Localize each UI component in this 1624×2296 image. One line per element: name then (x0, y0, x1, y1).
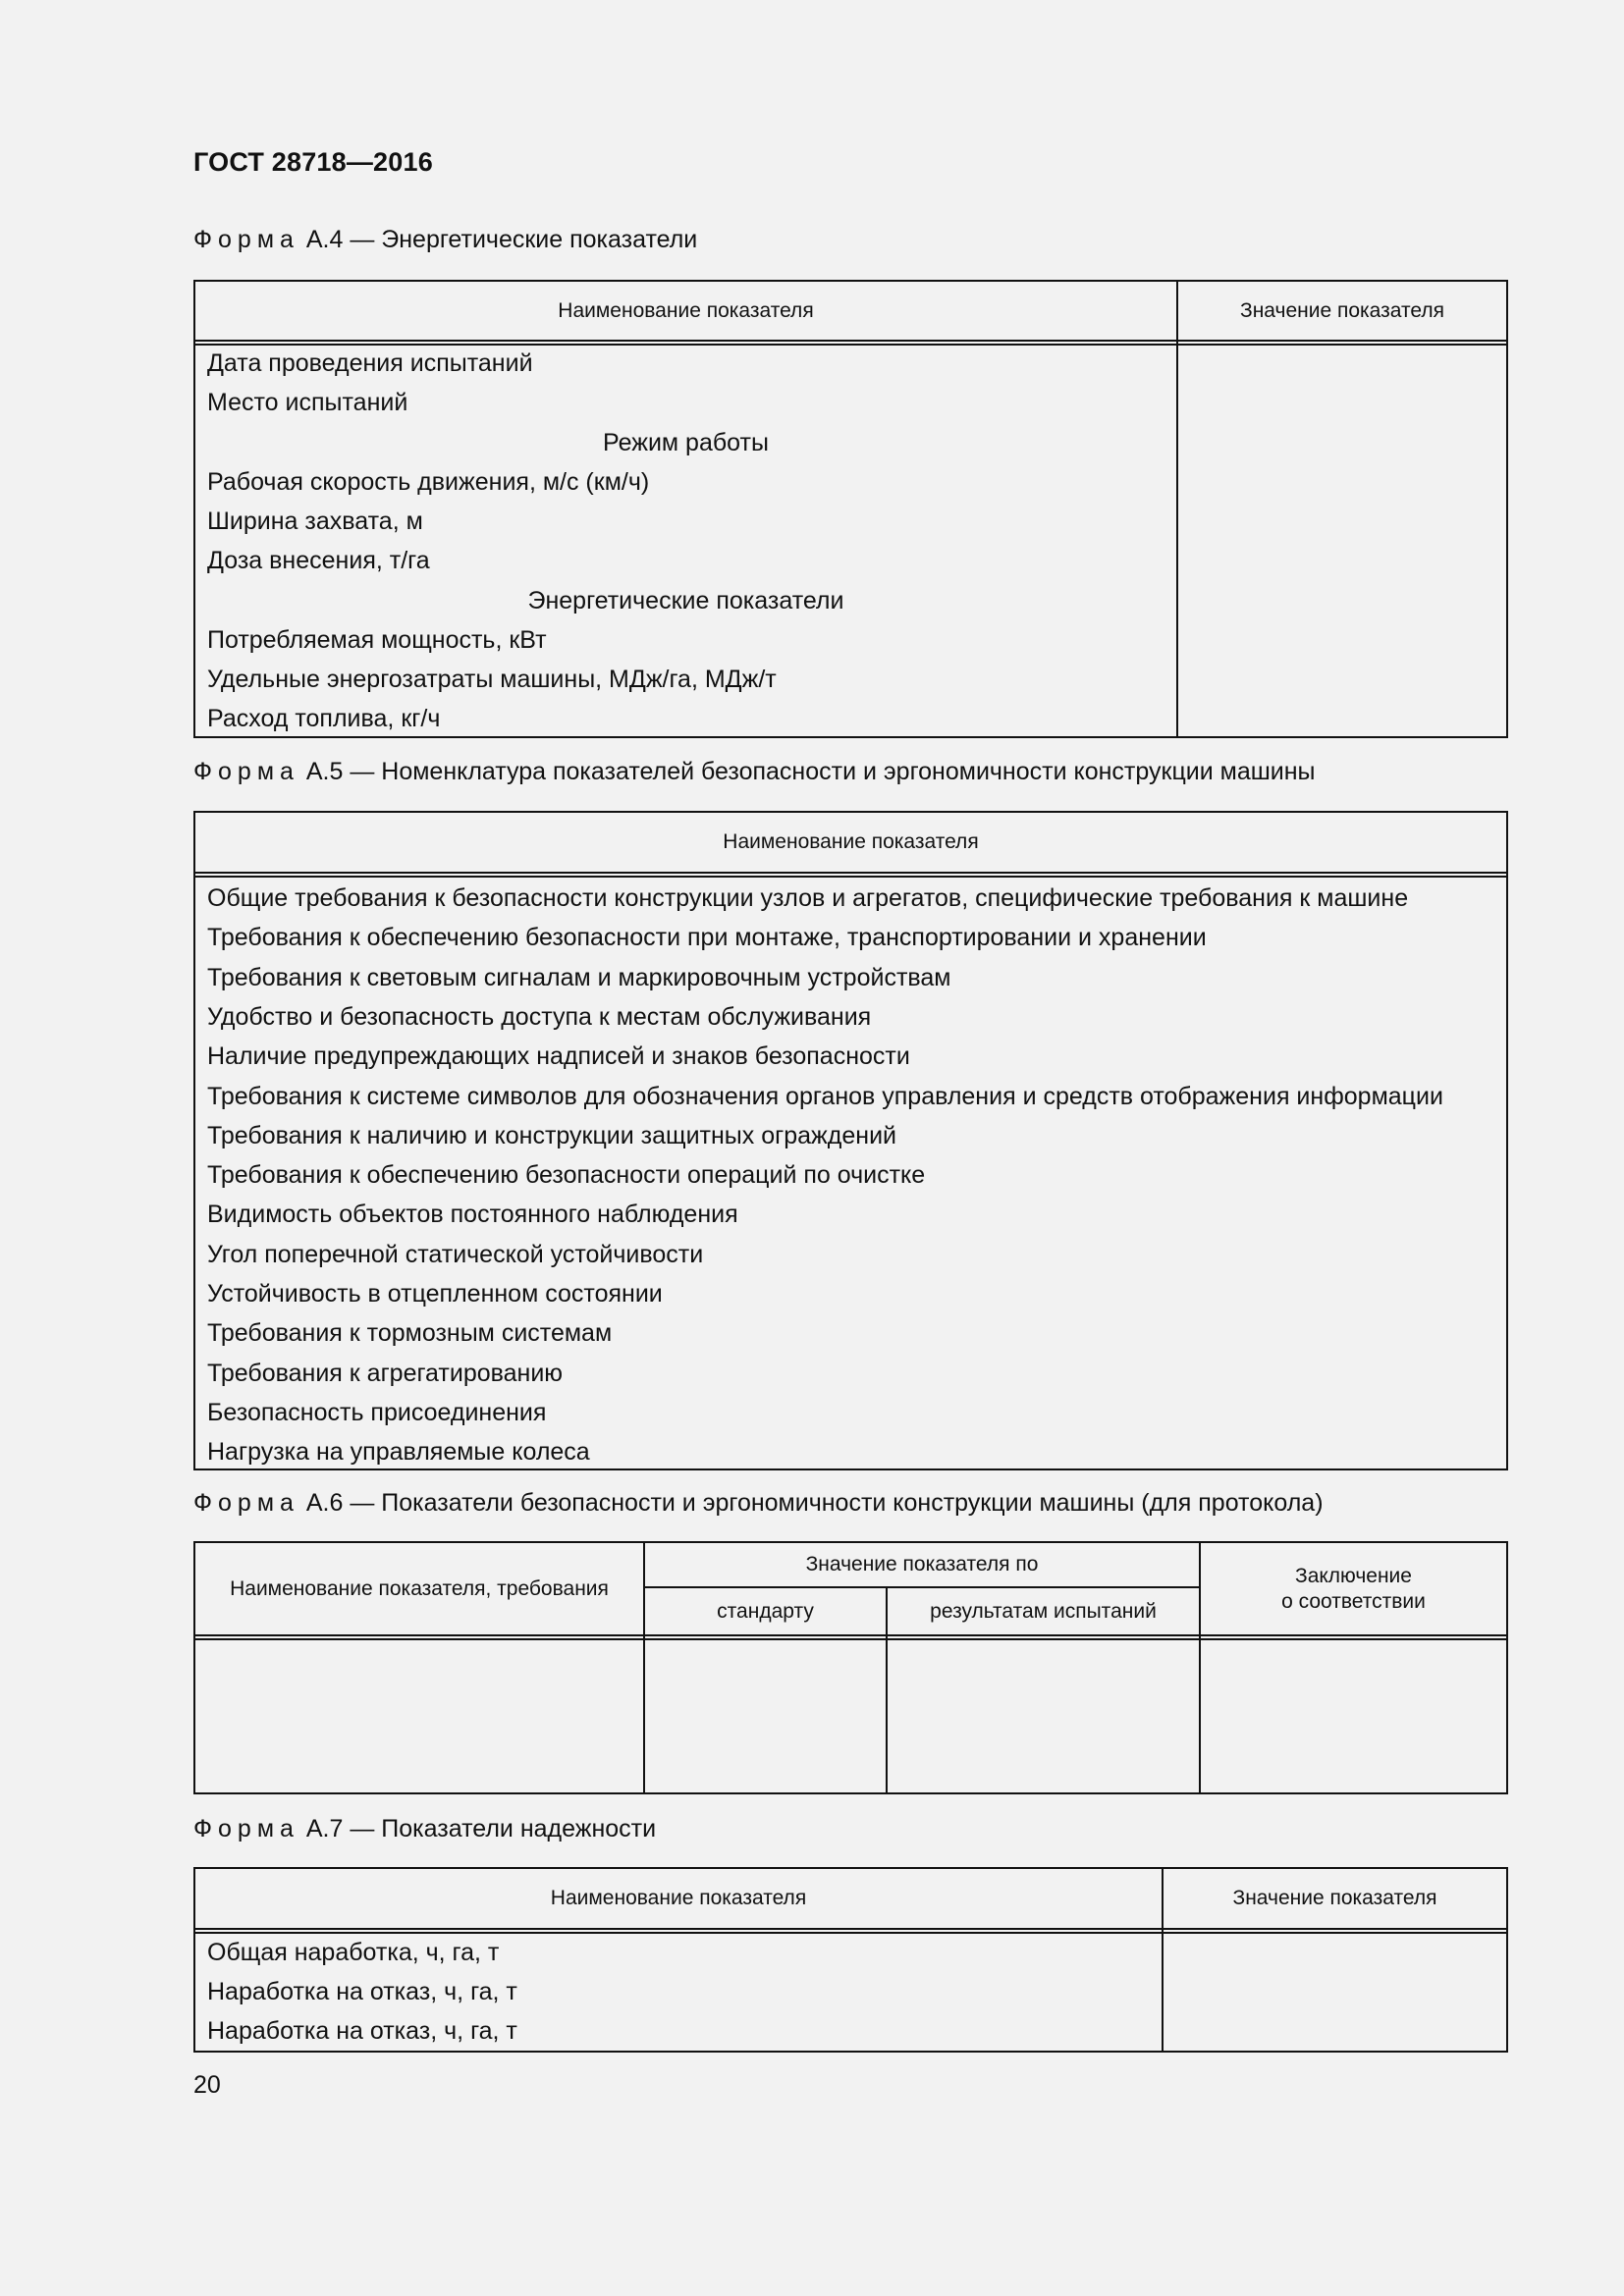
form-a7-col-name: Наименование показателя (550, 1887, 807, 1909)
form-a5-caption-text: А.5 — Номенклатура показателей безопасности и эргономичности конструкции машины (305, 758, 1316, 785)
form-a5-table (193, 811, 1508, 1470)
table-row: Требования к обеспечению безопасности операций по очистке (207, 1161, 926, 1189)
form-a4-caption-word: Форма (193, 226, 299, 253)
table-row: Рабочая скорость движения, м/с (км/ч) (207, 468, 650, 496)
form-a6-col-conclusion-line1: Заключение (1295, 1564, 1412, 1587)
table-row: Требования к обеспечению безопасности при монтаже, транспортировании и хранении (207, 924, 1207, 951)
form-a6-col-name: Наименование показателя, требования (230, 1576, 609, 1600)
form-a6-col-results: результатам испытаний (930, 1599, 1157, 1623)
table-row: Доза внесения, т/га (207, 547, 430, 574)
form-a6-col-conclusion-line2: о соответствии (1281, 1589, 1426, 1613)
form-a7-caption (193, 1815, 656, 1843)
table-row: Общие требования к безопасности конструкции узлов и агрегатов, специфические требования к машине (207, 884, 1409, 912)
column-divider (1176, 282, 1178, 736)
form-a7-table (193, 1867, 1508, 2053)
table-row: Требования к системе символов для обозначения органов управления и средств отображения информации (207, 1083, 1443, 1110)
table-row: Наработка на отказ, ч, га, т (207, 1978, 517, 2005)
form-a4-table (193, 280, 1508, 738)
form-a6-table (193, 1541, 1508, 1794)
form-a6-col-standard: стандарту (717, 1599, 814, 1623)
table-row: Угол поперечной статической устойчивости (207, 1241, 704, 1268)
page-number: 20 (193, 2071, 221, 2099)
table-row: Требования к агрегатированию (207, 1360, 564, 1387)
section-heading-row: Энергетические показатели (527, 587, 844, 614)
form-a7-caption-text: А.7 — Показатели надежности (305, 1815, 657, 1842)
table-row: Видимость объектов постоянного наблюдения (207, 1201, 738, 1228)
table-row: Место испытаний (207, 389, 408, 416)
table-row: Общая наработка, ч, га, т (207, 1939, 500, 1966)
table-row: Безопасность присоединения (207, 1399, 547, 1426)
form-a4-caption-text: А.4 — Энергетические показатели (305, 226, 698, 253)
table-row: Потребляемая мощность, кВт (207, 626, 547, 654)
form-a5-col-name: Наименование показателя (723, 830, 979, 853)
table-row: Удельные энергозатраты машины, МДж/га, МДж/т (207, 666, 777, 693)
form-a7-caption-word: Форма (193, 1815, 299, 1842)
table-row: Дата проведения испытаний (207, 349, 533, 377)
table-row: Наработка на отказ, ч, га, т (207, 2017, 517, 2045)
table-row: Требования к световым сигналам и маркировочным устройствам (207, 964, 951, 991)
table-row: Удобство и безопасность доступа к местам обслуживания (207, 1003, 872, 1031)
form-a6-caption (193, 1489, 1324, 1518)
document-title: ГОСТ 28718—2016 (193, 147, 433, 177)
form-a6-caption-text: А.6 — Показатели безопасности и эргономичности конструкции машины (для протокола) (305, 1489, 1324, 1517)
table-row: Требования к тормозным системам (207, 1319, 613, 1347)
form-a6-caption-word: Форма (193, 1489, 299, 1517)
form-a4-col-value: Значение показателя (1240, 298, 1444, 322)
form-a4-col-name: Наименование показателя (558, 298, 814, 322)
form-a7-col-value: Значение показателя (1232, 1887, 1437, 1909)
table-row: Устойчивость в отцепленном состоянии (207, 1280, 663, 1308)
table-row: Нагрузка на управляемые колеса (207, 1438, 590, 1466)
table-row: Наличие предупреждающих надписей и знаков безопасности (207, 1042, 910, 1070)
table-row: Ширина захвата, м (207, 507, 423, 535)
form-a5-caption (193, 758, 1316, 786)
form-a6-col-value-group: Значение показателя по (805, 1553, 1039, 1575)
table-row: Расход топлива, кг/ч (207, 705, 441, 732)
section-heading-row: Режим работы (603, 429, 769, 456)
form-a4-caption (193, 226, 697, 254)
form-a5-caption-word: Форма (193, 758, 299, 785)
form-a6-col-conclusion (1201, 1543, 1506, 1634)
table-row: Требования к наличию и конструкции защитных ограждений (207, 1122, 897, 1149)
